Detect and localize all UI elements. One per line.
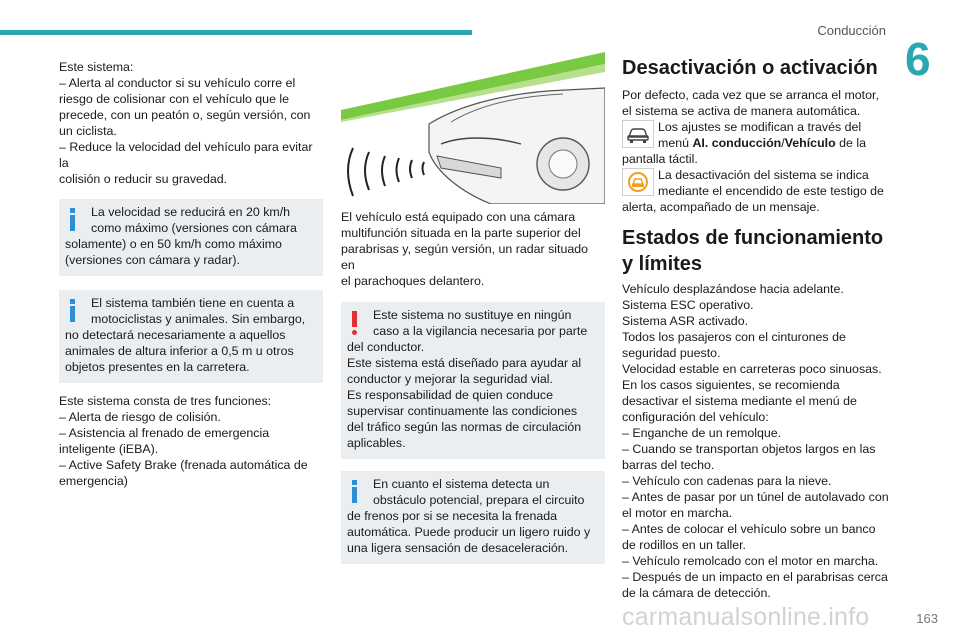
- radar-wave: [397, 158, 400, 182]
- text-line: alerta, acompañado de un mensaje.: [622, 200, 820, 214]
- text-line: Este sistema:: [59, 60, 134, 74]
- wheel-rim: [549, 150, 577, 178]
- text-line: emergencia): [59, 474, 128, 488]
- text-line: El sistema también tiene en cuenta a: [91, 296, 295, 310]
- menu-suffix: de la: [835, 136, 866, 150]
- info-icon: [66, 208, 80, 230]
- text-line: En cuanto el sistema detecta un: [373, 477, 550, 491]
- text-line: – Active Safety Brake (frenada automática de: [59, 458, 308, 472]
- radar-wave: [382, 156, 385, 186]
- text-line: – Alerta al conductor si su vehículo corre el: [59, 76, 296, 90]
- text-line: como máximo (versiones con cámara: [91, 221, 297, 235]
- car-radar-illustration: [341, 52, 605, 204]
- heading-line: Estados de funcionamiento: [622, 227, 884, 249]
- chapter-number: 6: [905, 33, 931, 85]
- heading-deactivation: Desactivación o activación: [622, 57, 878, 79]
- warning-lamp-note: [622, 167, 889, 199]
- text-line: barras del techo.: [622, 458, 715, 472]
- info-box-speed: [59, 199, 323, 276]
- text-line: Sistema ASR activado.: [622, 314, 749, 328]
- functions-text: [59, 393, 323, 489]
- warning-box: [341, 302, 605, 459]
- states-text: [622, 281, 889, 601]
- text-line: [658, 135, 889, 151]
- text-line: – Cuando se transportan objetos largos en las: [622, 442, 876, 456]
- chapter-color-bar: [0, 30, 472, 35]
- text-line: riesgo de colisionar con el vehículo que le: [59, 92, 290, 106]
- info-box-brakes: [341, 471, 605, 564]
- section-title: Conducción: [817, 23, 886, 38]
- text-line: – Después de un impacto en el parabrisas cerca: [622, 570, 888, 584]
- text-line: – Asistencia al frenado de emergencia: [59, 426, 270, 440]
- menu-prefix: menú: [658, 136, 693, 150]
- text-line: objetos presentes en la carretera.: [65, 360, 250, 374]
- text-line: – Vehículo remolcado con el motor en marcha.: [622, 554, 879, 568]
- text-line: Este sistema está diseñado para ayudar al: [347, 356, 582, 370]
- text-line: multifunción situada en la parte superior del: [341, 226, 581, 240]
- text-line: del tráfico según las normas de circulación: [347, 420, 582, 434]
- text-line: una ligera sensación de desaceleración.: [347, 541, 569, 555]
- text-line: un ciclista.: [59, 124, 117, 138]
- text-line: de frenos por si se necesita la frenada: [347, 509, 558, 523]
- text-line: animales de altura inferior a 0,5 m u otros: [65, 344, 294, 358]
- illustration-caption: [341, 209, 605, 289]
- text-line: el sistema se activa de manera automática.: [622, 104, 861, 118]
- text-line: automática. Puede producir un ligero ruido y: [347, 525, 591, 539]
- info-box-animals: [59, 290, 323, 383]
- text-line: motociclistas y animales. Sin embargo,: [91, 312, 306, 326]
- text-line: – Vehículo con cadenas para la nieve.: [622, 474, 832, 488]
- text-line: el motor en marcha.: [622, 506, 733, 520]
- column-left: [59, 59, 323, 489]
- text-line: supervisar continuamente las condiciones: [347, 404, 578, 418]
- text-line: mediante el encendido de este testigo de: [658, 184, 884, 198]
- column-right: [622, 55, 889, 601]
- text-line: El vehículo está equipado con una cámara: [341, 210, 576, 224]
- text-line: de la cámara de detección.: [622, 586, 771, 600]
- text-line: de rodillos en un taller.: [622, 538, 746, 552]
- text-line: – Alerta de riesgo de colisión.: [59, 410, 221, 424]
- text-line: aplicables.: [347, 436, 406, 450]
- text-line: configuración del vehículo:: [622, 410, 769, 424]
- heading-line: y límites: [622, 253, 703, 275]
- menu-path-driving: AI. conducción: [692, 136, 782, 150]
- text-line: Velocidad estable en carreteras poco sinuosas.: [622, 362, 882, 376]
- text-line: inteligente (iEBA).: [59, 442, 159, 456]
- page-number: 163: [916, 611, 938, 626]
- text-line: precede, con un peatón o, según versión, con: [59, 108, 311, 122]
- text-line: – Enganche de un remolque.: [622, 426, 782, 440]
- column-middle: [341, 209, 605, 564]
- text-line: Este sistema consta de tres funciones:: [59, 394, 272, 408]
- text-line: Este sistema no sustituye en ningún: [373, 308, 572, 322]
- text-line: solamente) o en 50 km/h como máximo: [65, 237, 282, 251]
- text-line: seguridad puesto.: [622, 346, 721, 360]
- watermark: carmanualsonline.info: [622, 603, 870, 631]
- text-line: – Antes de colocar el vehículo sobre un banco: [622, 522, 876, 536]
- warning-icon: [349, 311, 359, 337]
- text-line: obstáculo potencial, prepara el circuito: [373, 493, 585, 507]
- text-line: parabrisas y, según versión, un radar situado en: [341, 242, 589, 272]
- menu-separator: /: [781, 136, 785, 150]
- radar-wave: [423, 162, 425, 175]
- intro-text: [59, 59, 323, 187]
- text-line: colisión o reducir su gravedad.: [59, 172, 228, 186]
- text-line: Todos los pasajeros con el cinturones de: [622, 330, 846, 344]
- text-line: Por defecto, cada vez que se arranca el motor,: [622, 88, 879, 102]
- text-line: el parachoques delantero.: [341, 274, 485, 288]
- deactivation-text: [622, 87, 889, 119]
- collision-warning-lamp-icon: [622, 168, 654, 196]
- text-line: no detectará necesariamente a aquellos: [65, 328, 286, 342]
- text-line: La desactivación del sistema se indica: [658, 168, 869, 182]
- radar-wave: [365, 152, 369, 190]
- settings-note: [622, 119, 889, 151]
- text-line: – Reduce la velocidad del vehículo para evitar la: [59, 140, 313, 170]
- text-line: del conductor.: [347, 340, 425, 354]
- text-line: En los casos siguientes, se recomienda: [622, 378, 840, 392]
- radar-wave: [410, 160, 412, 178]
- text-line: Los ajustes se modifican a través del: [658, 120, 862, 134]
- menu-path-vehicle: Vehículo: [784, 136, 836, 150]
- text-line: La velocidad se reducirá en 20 km/h: [91, 205, 291, 219]
- text-line: Sistema ESC operativo.: [622, 298, 754, 312]
- text-line: conductor y mejorar la seguridad vial.: [347, 372, 553, 386]
- info-icon: [66, 299, 80, 321]
- text-line: desactivar el sistema mediante el menú de: [622, 394, 857, 408]
- car-settings-icon: [622, 120, 654, 148]
- info-icon: [348, 480, 362, 502]
- text-line: pantalla táctil.: [622, 152, 698, 166]
- heading-states: [622, 225, 889, 277]
- text-line: (versiones con cámara y radar).: [65, 253, 240, 267]
- radar-wave: [348, 148, 353, 196]
- text-line: Vehículo desplazándose hacia adelante.: [622, 282, 844, 296]
- text-line: – Antes de pasar por un túnel de autolavado con: [622, 490, 889, 504]
- text-line: caso a la vigilancia necesaria por parte: [373, 324, 588, 338]
- text-line: Es responsabilidad de quien conduce: [347, 388, 553, 402]
